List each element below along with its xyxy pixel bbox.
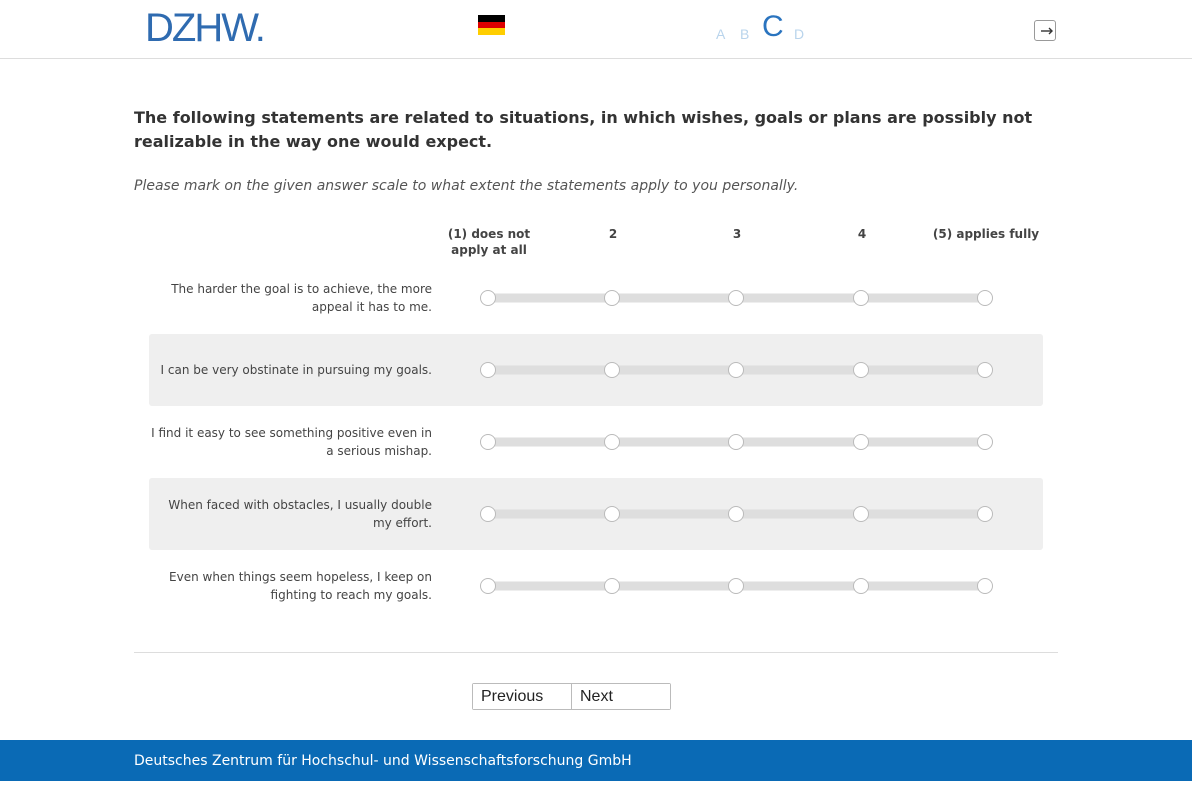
next-button[interactable]: Next [572,684,670,709]
page-navigation [472,683,671,710]
radio-option-1[interactable] [480,506,496,522]
german-flag-icon[interactable] [478,15,505,35]
radio-option-5[interactable] [977,362,993,378]
radio-option-2[interactable] [604,578,620,594]
version-d-link[interactable]: D [794,26,805,42]
item-text: I find it easy to see something positive even in a serious mishap. [151,426,432,458]
item-row-3 [149,406,1043,478]
item-row-2 [149,334,1043,406]
radio-option-1[interactable] [480,434,496,450]
content-divider [134,652,1058,653]
logout-icon [1037,23,1055,39]
version-c-link[interactable]: C [762,10,784,43]
scale-label-4: 4 [857,227,867,241]
radio-option-3[interactable] [728,290,744,306]
item-text: When faced with obstacles, I usually double my effort. [168,498,432,530]
scale-label-3: 3 [732,227,742,241]
previous-button[interactable]: Previous [473,684,572,709]
version-a-link[interactable]: A [716,26,726,42]
item-row-4 [149,478,1043,550]
scale-label-1: (1) does not apply at all [447,227,531,257]
radio-option-2[interactable] [604,362,620,378]
version-b-link[interactable]: B [740,26,750,42]
question-title: The following statements are related to situations, in which wishes, goals or plans are possibly not realizable in the way one would expect. [134,108,1033,151]
logout-button[interactable] [1034,20,1056,41]
radio-option-2[interactable] [604,506,620,522]
radio-option-5[interactable] [977,290,993,306]
flag-band-black [478,15,505,22]
item-text: I can be very obstinate in pursuing my goals. [160,363,432,377]
radio-option-5[interactable] [977,434,993,450]
radio-option-1[interactable] [480,290,496,306]
item-text: Even when things seem hopeless, I keep on fighting to reach my goals. [169,570,432,602]
radio-option-5[interactable] [977,578,993,594]
footer-text: Deutsches Zentrum für Hochschul- und Wissenschaftsforschung GmbH [134,753,632,769]
item-text: The harder the goal is to achieve, the more appeal it has to me. [171,282,432,314]
radio-option-3[interactable] [728,506,744,522]
radio-option-1[interactable] [480,362,496,378]
flag-band-red [478,22,505,29]
radio-option-2[interactable] [604,290,620,306]
scale-label-5: (5) applies fully [932,227,1040,241]
radio-option-5[interactable] [977,506,993,522]
dzhw-logo: DZHW. [145,6,264,50]
header [0,0,1192,59]
radio-option-3[interactable] [728,362,744,378]
radio-option-4[interactable] [853,434,869,450]
radio-option-4[interactable] [853,578,869,594]
scale-label-2: 2 [608,227,618,241]
item-row-1 [149,262,1043,334]
radio-option-4[interactable] [853,362,869,378]
radio-option-4[interactable] [853,506,869,522]
radio-option-1[interactable] [480,578,496,594]
radio-option-2[interactable] [604,434,620,450]
item-row-5 [149,550,1043,622]
footer [0,740,1192,781]
radio-option-3[interactable] [728,434,744,450]
question-instruction: Please mark on the given answer scale to what extent the statements apply to you personally. [134,178,799,194]
radio-option-4[interactable] [853,290,869,306]
radio-option-3[interactable] [728,578,744,594]
flag-band-gold [478,28,505,35]
